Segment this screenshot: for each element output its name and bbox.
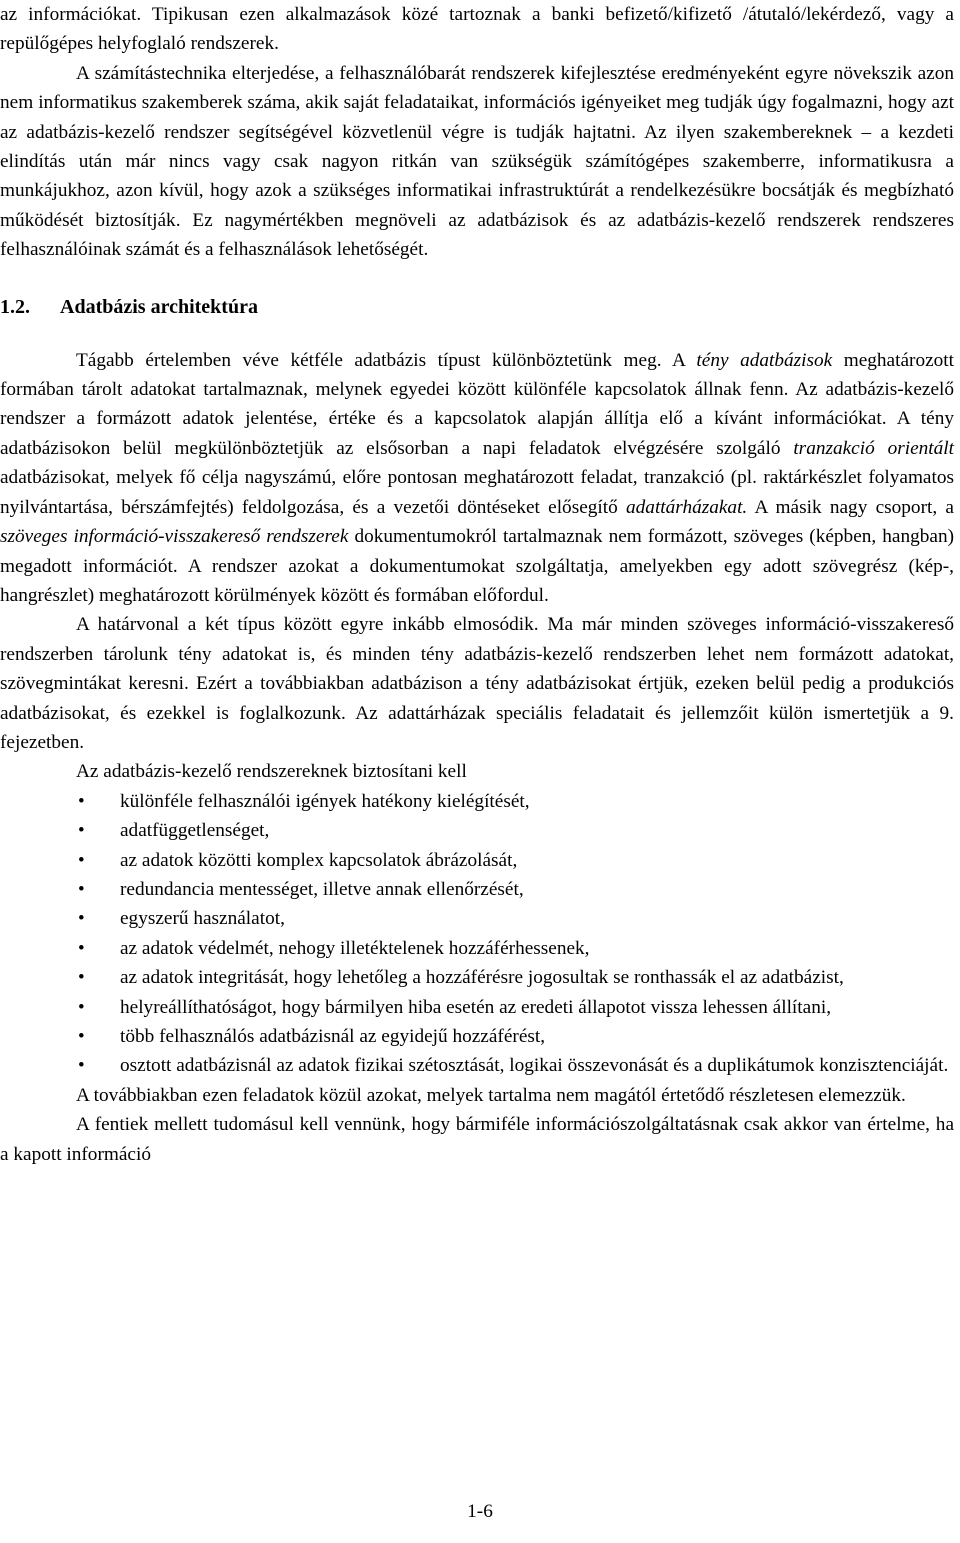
bullet-icon: • bbox=[78, 1026, 85, 1047]
bullet-icon: • bbox=[78, 820, 85, 842]
bullet-icon: • bbox=[78, 790, 85, 812]
term-tranzakcio-orientalt: tranzakció orientált bbox=[793, 437, 954, 459]
p2-text-a: Tágabb értelemben véve kétféle adatbázis típust különböztetünk meg. A bbox=[76, 349, 697, 371]
p2-text-c: adatbázisokat, melyek fő célja nagyszámú, előre pontosan meghatározott feladat, tranzakció (pl. raktárkészlet folyamatos nyilvántartása, bérszámfejtés) feldolgozása, és a vezetői döntéseket elősegítő bbox=[0, 467, 954, 518]
list-item bbox=[0, 875, 954, 904]
list-item-text: egyszerű használatot, bbox=[120, 908, 285, 930]
list-item-text: helyreállíthatóságot, hogy bármilyen hiba esetén az eredeti állapotot vissza lehessen állítani, bbox=[120, 996, 832, 1018]
bullet-icon: • bbox=[78, 849, 85, 871]
list-item-text: az adatok közötti komplex kapcsolatok ábrázolását, bbox=[120, 849, 518, 871]
p2-text-e: dokumentumokról tartalmaznak nem formázott, szöveges (képben, hangban) megadott információt. A rendszer azokat a dokumentumokat szolgáltatja, amelyekben egy adott szövegrész (kép-, hangrészlet) meghatározott körülmények között és formában előfordul. bbox=[0, 526, 955, 606]
section-heading bbox=[0, 292, 954, 322]
list-item bbox=[0, 1051, 954, 1080]
paragraph-boundary: A határvonal a két típus között egyre inkább elmosódik. Ma már minden szöveges információ-visszakereső rendszerben tárolunk tény adatokat is, és minden tény adatbázis-kezelő rendszerben lehet nem formázott adatokat, szövegmintákat keresni. Ezért a továbbiakban adatbázison a tény adatbázisokat értjük, ezeken belül pedig a produkciós adatbázisokat, és ezekkel is foglalkozunk. Az adattárházak speciális feladatait és jellemzőit külön ismertetjük a 9. fejezetben. bbox=[0, 614, 954, 753]
requirements-list bbox=[0, 787, 954, 1081]
bullet-icon: • bbox=[78, 937, 85, 959]
list-item-text: az adatok védelmét, nehogy illetéktelenek hozzáférhessenek, bbox=[120, 937, 590, 959]
list-item-text: adatfüggetlenséget, bbox=[120, 820, 270, 842]
list-item-text: osztott adatbázisnál az adatok fizikai szétosztását, logikai összevonását és a duplikátumok konzisztenciáját. bbox=[120, 1055, 949, 1077]
list-item-text: az adatok integritását, hogy lehetőleg a hozzáférésre jogosultak se ronthassák el az adatbázist, bbox=[120, 967, 844, 989]
paragraph-computing-spread: A számítástechnika elterjedése, a felhasználóbarát rendszerek kifejlesztése eredményeként egyre növekszik azon nem informatikus szakemberek száma, akik saját feladataikat, információs igényeiket meg tudják úgy fogalmazni, hogy azt az adatbázis-kezelő rendszer segítségével közvetlenül végre is tudják hajtatni. Az ilyen szakembereknek – a kezdeti elindítás után már nincs vagy csak nagyon ritkán van szükségük számítógépes szakemberre, informatikusra a munkájukhoz, azon kívül, hogy azok a szükséges informatikai infrastruktúrát a rendelkezésükre bocsátják és megbízható működését biztosítják. Ez nagymértékben megnöveli az adatbázisok és az adatbázis-kezelő rendszerek rendszeres felhasználóinak számát és a felhasználások lehetőségét. bbox=[0, 62, 954, 261]
bullet-icon: • bbox=[78, 1055, 85, 1077]
bullet-icon: • bbox=[78, 878, 85, 900]
bullet-icon: • bbox=[78, 908, 85, 930]
list-item-text: több felhasználós adatbázisnál az egyidejű hozzáférést, bbox=[120, 1026, 546, 1047]
paragraph-information-service: A fentiek mellett tudomásul kell vennünk, hogy bármiféle információszolgáltatásnak csak akkor van értelme, ha a kapott információ bbox=[0, 1114, 954, 1165]
page-number: 1-6 bbox=[467, 1501, 493, 1522]
list-item-text: különféle felhasználói igények hatékony kielégítését, bbox=[120, 790, 530, 812]
term-teny-adatbazisok: tény adatbázisok bbox=[696, 349, 833, 371]
list-item bbox=[0, 963, 954, 992]
list-item bbox=[0, 846, 954, 875]
list-item bbox=[0, 934, 954, 963]
bullet-icon: • bbox=[78, 996, 85, 1018]
paragraph-further-analysis: A továbbiakban ezen feladatok közül azokat, melyek tartalma nem magától értetődő részletesen elemezzük. bbox=[76, 1084, 906, 1106]
term-szoveges-informacio-visszakereso: szöveges információ-visszakereső rendszerek bbox=[0, 526, 349, 548]
paragraph-intro-continuation: az információkat. Tipikusan ezen alkalmazások közé tartoznak a banki befizető/kifizető /átutaló/lekérdező, vagy a repülőgépes helyfoglaló rendszerek. bbox=[0, 4, 954, 55]
list-item bbox=[0, 993, 954, 1022]
section-number: 1.2. bbox=[0, 295, 30, 318]
p2-text-b: meghatározott formában tárolt adatokat tartalmaznak, melynek egyedei között különféle kapcsolatok állnak fenn. Az adatbázis-kezelő rendszer a formázott adatok jelentése, értéke és a kapcsolatok alapján állítja elő a kívánt információkat. A tény adatbázisokon belül megkülönböztetjük az elsősorban a napi feladatok elvégzésére szolgáló bbox=[0, 349, 954, 459]
list-item bbox=[0, 787, 954, 816]
p2-text-d: A másik nagy csoport, a bbox=[747, 496, 954, 518]
list-item-text: redundancia mentességet, illetve annak ellenőrzését, bbox=[120, 878, 524, 900]
list-item bbox=[0, 1022, 954, 1051]
list-item bbox=[0, 904, 954, 933]
paragraph-database-types bbox=[0, 346, 954, 611]
list-item bbox=[0, 816, 954, 845]
term-adattarhazak: adattárházakat. bbox=[626, 496, 748, 518]
section-title: Adatbázis architektúra bbox=[60, 295, 258, 318]
paragraph-requirements-intro: Az adatbázis-kezelő rendszereknek biztosítani kell bbox=[76, 761, 467, 783]
bullet-icon: • bbox=[78, 967, 85, 989]
